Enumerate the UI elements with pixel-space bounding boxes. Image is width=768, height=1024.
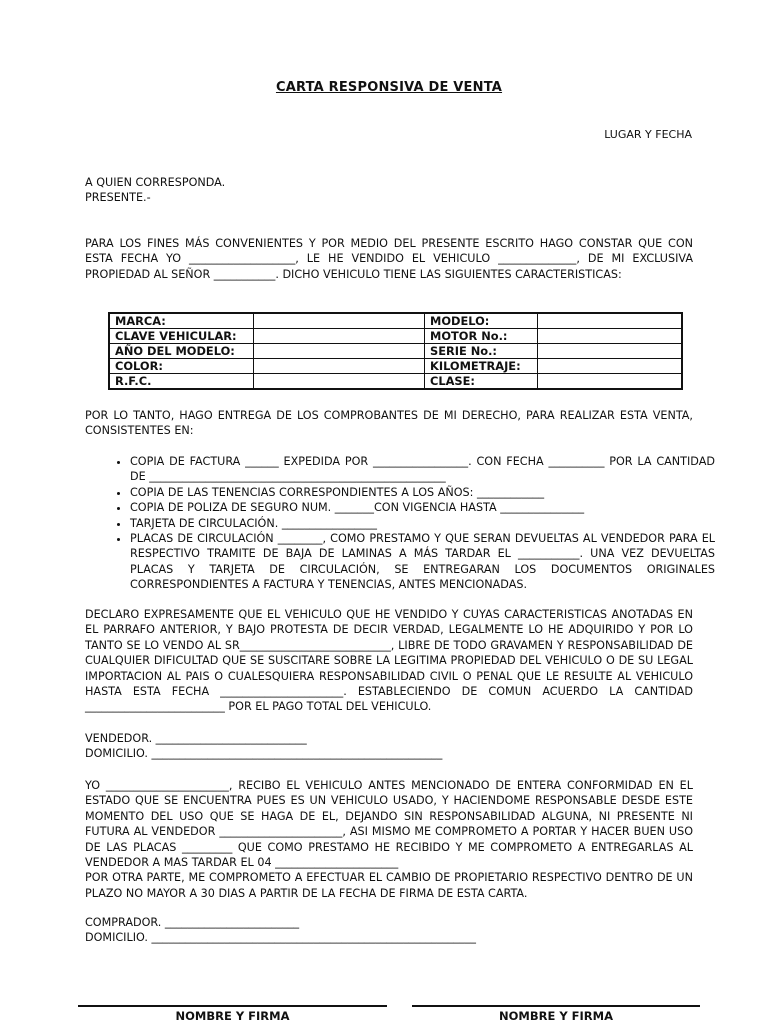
value-ano-modelo (254, 344, 425, 359)
label-color: COLOR: (109, 359, 254, 374)
list-item: • COPIA DE LAS TENENCIAS CORRESPONDIENTES A LOS AÑOS: ____________ (130, 485, 715, 500)
salutation (85, 175, 693, 206)
label-motor: MOTOR No.: (425, 329, 538, 344)
seller-label: VENDEDOR. ___________________________ (85, 732, 307, 745)
place-and-date: LUGAR Y FECHA (604, 128, 692, 141)
signature-line-left (78, 1005, 387, 1007)
buyer-paragraph (85, 778, 693, 901)
signature-line-right (412, 1005, 700, 1007)
label-clave-vehicular: CLAVE VEHICULAR: (109, 329, 254, 344)
salutation-line-1: A QUIEN CORRESPONDA. (85, 176, 226, 189)
buyer-paragraph-1: YO ______________________, RECIBO EL VEHICULO ANTES MENCIONADO DE ENTERA CONFORMIDAD EN EL ESTADO QUE SE ENCUENTRA PUES ES UN VEHICULO USADO, Y HACIENDOME RESPONSABLE DESDE ESTE MOMENTO DEL USO QUE SE HAGA DE EL, DEJANDO SIN RESPONSABILIDAD ALGUNA, NI PRESENTE NI FUTURA AL VENDEDOR ______________________, ASI MISMO ME COMPROMETO A PORTAR Y HACER BUEN USO DE LAS PLACAS _________ QUE COMO PRESTAMO HE RECIBIDO Y ME COMPROMETO A ENTREGARLAS AL VENDEDOR A MAS TARDAR EL 04 ______________________ (85, 779, 693, 870)
list-item: • COPIA DE POLIZA DE SEGURO NUM. _______CON VIGENCIA HASTA _______________ (130, 500, 715, 515)
value-clase (538, 374, 683, 390)
value-marca (254, 313, 425, 329)
salutation-line-2: PRESENTE.- (85, 191, 151, 205)
declaration-paragraph: DECLARO EXPRESAMENTE QUE EL VEHICULO QUE HE VENDIDO Y CUYAS CARACTERISTICAS ANOTADAS EN EL PARRAFO ANTERIOR, Y BAJO PROTESTA DE DECIR VERDAD, LEGALMENTE LO HE ADQUIRIDO Y POR LO TANTO SE LO VENDO AL SR___________________________, LIBRE DE TODO GRAVAMEN Y RESPONSABILIDAD DE CUALQUIER DIFICULTAD QUE SE SUSCITARE SOBRE LA LEGITIMA PROPIEDAD DEL VEHICULO O DE SU LEGAL IMPORTACION AL PAIS O CUALESQUIERA RESPONSABILIDAD CIVIL O PENAL QUE LE RESULTE AL VEHICULO HASTA ESTA FECHA ______________________. ESTABLECIENDO DE COMUN ACUERDO LA CANTIDAD _________________________ POR EL PAGO TOTAL DEL VEHICULO. (85, 608, 693, 714)
seller-block (85, 731, 693, 762)
buyer-label: COMPRADOR. ________________________ (85, 916, 300, 929)
vehicle-characteristics-table (108, 312, 683, 390)
table-row (109, 374, 682, 390)
label-rfc: R.F.C. (109, 374, 254, 390)
list-item: • TARJETA DE CIRCULACIÓN. _________________ (130, 516, 715, 531)
value-motor (538, 329, 683, 344)
label-modelo: MODELO: (425, 313, 538, 329)
list-item: • PLACAS DE CIRCULACIÓN ________, COMO PRESTAMO Y QUE SERAN DEVUELTAS AL VENDEDOR PARA EL RESPECTIVO TRAMITE DE BAJA DE LAMINAS A MÁS TARDAR EL ___________. UNA VEZ DEVUELTAS PLACAS Y TARJETA DE CIRCULACIÓN, SE ENTREGARAN LOS DOCUMENTOS ORIGINALES CORRESPONDIENTES A FACTURA Y TENENCIAS, ANTES MENCIONADAS. (130, 531, 715, 593)
buyer-block (85, 915, 693, 946)
label-serie: SERIE No.: (425, 344, 538, 359)
seller-address: DOMICILIO. ____________________________________________________ (85, 747, 443, 761)
intro-paragraph: PARA LOS FINES MÁS CONVENIENTES Y POR MEDIO DEL PRESENTE ESCRITO HAGO CONSTAR QUE CON ESTA FECHA YO ___________________, LE HE VENDIDO EL VEHICULO ______________, DE MI EXCLUSIVA PROPIEDAD AL SEÑOR ___________. DICHO VEHICULO TIENE LAS SIGUIENTES CARACTERISTICAS: (85, 237, 693, 281)
buyer-paragraph-2: POR OTRA PARTE, ME COMPROMETO A EFECTUAR EL CAMBIO DE PROPIETARIO RESPECTIVO DENTRO DE UN PLAZO NO MAYOR A 30 DIAS A PARTIR DE LA FECHA DE FIRMA DE ESTA CARTA. (85, 871, 693, 900)
table-row (109, 344, 682, 359)
table-row (109, 359, 682, 374)
documents-list (108, 454, 715, 593)
value-modelo (538, 313, 683, 329)
value-serie (538, 344, 683, 359)
table-row (109, 329, 682, 344)
signature-caption-right: NOMBRE Y FIRMA (499, 1009, 613, 1023)
value-kilometraje (538, 359, 683, 374)
label-ano-modelo: AÑO DEL MODELO: (109, 344, 254, 359)
signature-caption-left: NOMBRE Y FIRMA (175, 1009, 290, 1023)
delivery-paragraph: POR LO TANTO, HAGO ENTREGA DE LOS COMPROBANTES DE MI DERECHO, PARA REALIZAR ESTA VENTA, CONSISTENTES EN: (85, 409, 693, 438)
table-row (109, 313, 682, 329)
label-kilometraje: KILOMETRAJE: (425, 359, 538, 374)
value-rfc (254, 374, 425, 390)
value-clave-vehicular (254, 329, 425, 344)
list-item: • COPIA DE FACTURA ______ EXPEDIDA POR _________________. CON FECHA __________ POR LA CANTIDAD DE _____________________________________________________ (130, 454, 715, 485)
buyer-address: DOMICILIO. __________________________________________________________ (85, 931, 476, 945)
label-marca: MARCA: (109, 313, 254, 329)
label-clase: CLASE: (425, 374, 538, 390)
document-title: CARTA RESPONSIVA DE VENTA (275, 80, 503, 95)
value-color (254, 359, 425, 374)
